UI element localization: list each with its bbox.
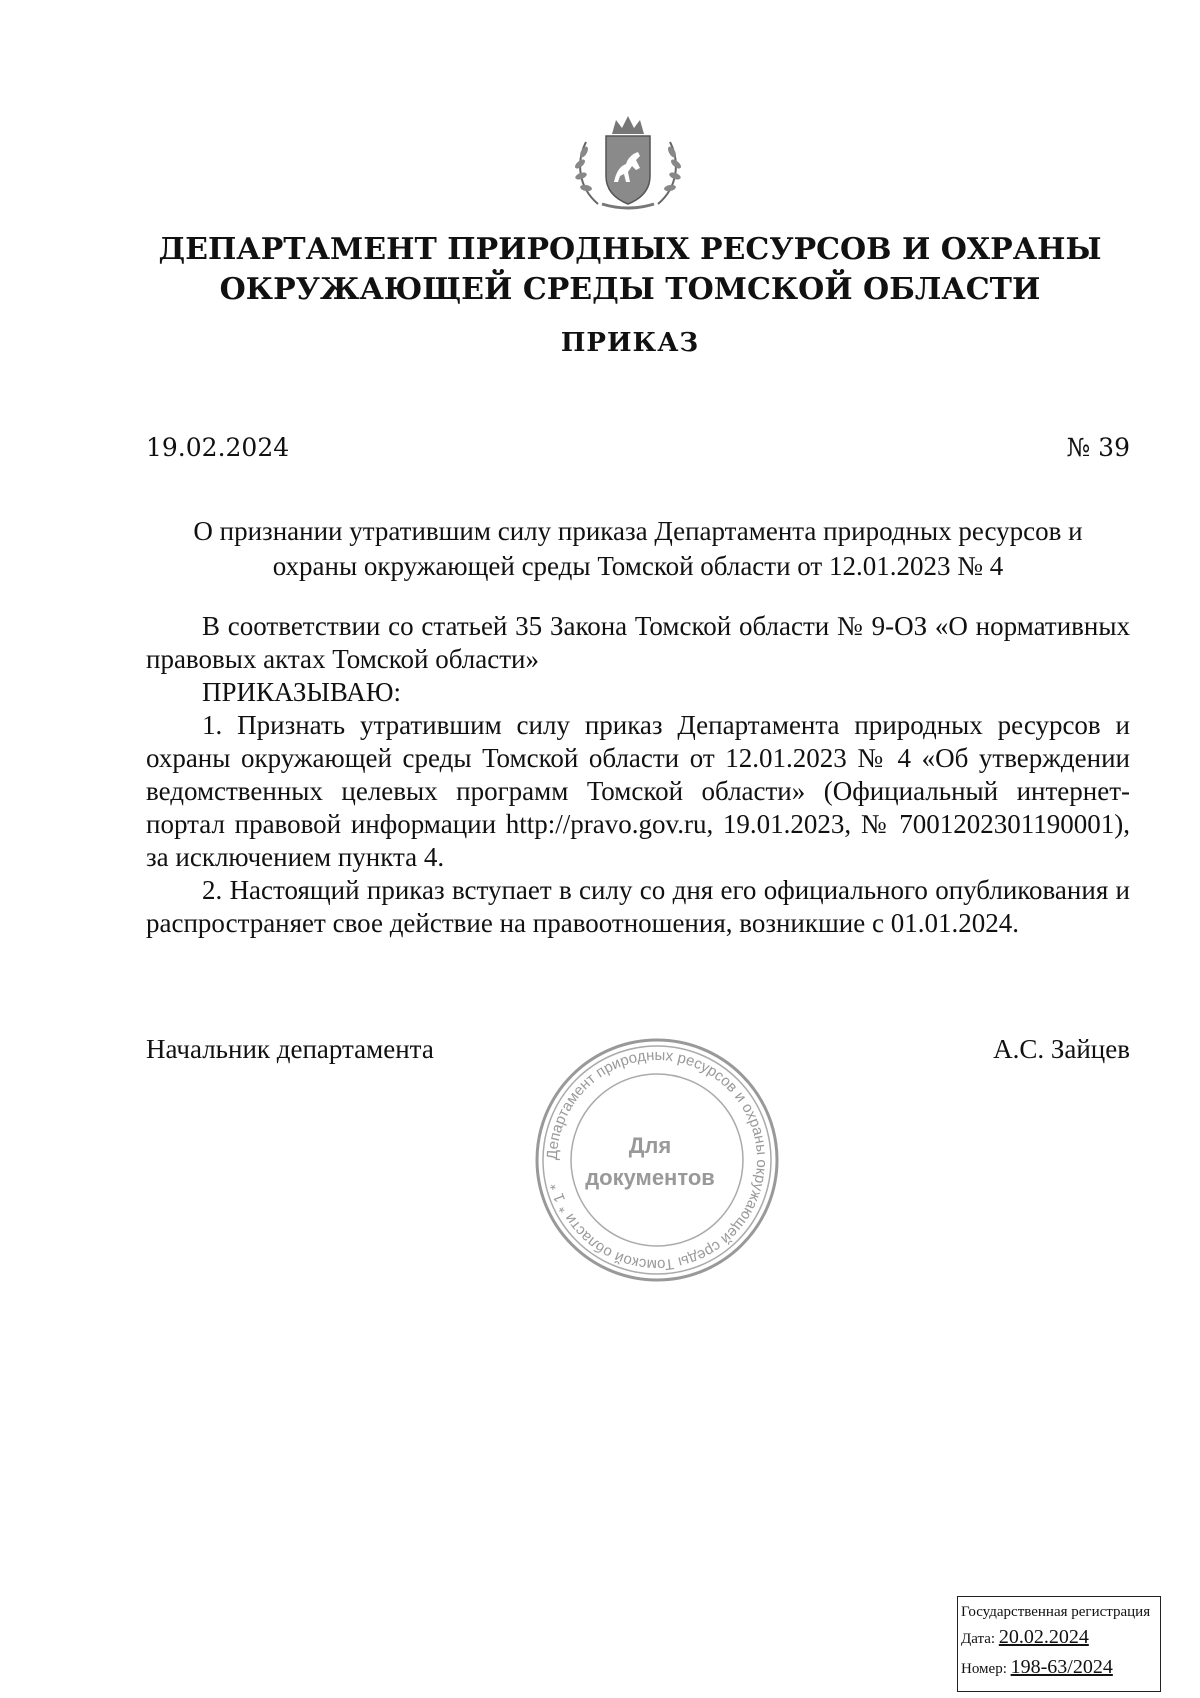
stamp-center-line2: документов — [585, 1165, 715, 1190]
department-title-line2: ОКРУЖАЮЩЕЙ СРЕДЫ ТОМСКОЙ ОБЛАСТИ — [219, 272, 1041, 307]
registration-date-row — [961, 1623, 1154, 1653]
registration-date-label: Дата: — [961, 1631, 996, 1647]
registration-number-row — [961, 1653, 1154, 1683]
preamble-paragraph: В соответствии со статьей 35 Закона Томской области № 9-ОЗ «О нормативных правовых актах Томской области» — [146, 611, 1130, 674]
signatory-name: А.С. Зайцев — [993, 1034, 1130, 1064]
stamp-ring-text: Департамент природных ресурсов и охраны окружающей среды Томской области * 1 * — [543, 1046, 771, 1274]
order-item-2: 2. Настоящий приказ вступает в силу со дня его официального опубликования и распространяет свое действие на правоотношения, возникшие с 01.01.2024. — [146, 875, 1130, 938]
department-title — [0, 230, 1200, 310]
registration-number-label: Номер: — [961, 1661, 1007, 1677]
order-number: № 39 — [1066, 433, 1130, 462]
order-date: 19.02.2024 — [146, 433, 290, 462]
registration-header: Государственная регистрация — [961, 1604, 1151, 1620]
registration-date-value: 20.02.2024 — [998, 1626, 1089, 1648]
registration-box — [957, 1596, 1161, 1692]
registration-number-value: 198-63/2024 — [1010, 1656, 1113, 1678]
official-stamp — [532, 1035, 782, 1285]
order-item-1: 1. Признать утратившим силу приказ Департамента природных ресурсов и охраны окружающей среды Томской области от 12.01.2023 № 4 «Об утверждении ведомственных целевых программ Томской области» (Официальный интернет-портал правовой информации http://pravo.gov.ru, 19.01.2023, № 7001202301190001), за исключением пункта 4. — [146, 710, 1130, 872]
subject-line2: охраны окружающей среды Томской области от 12.01.2023 № 4 — [272, 551, 1004, 581]
stamp-center-line1: Для — [628, 1133, 672, 1158]
order-body — [146, 610, 1130, 940]
signatory-position: Начальник департамента — [146, 1034, 434, 1064]
order-word: ПРИКАЗЫВАЮ: — [202, 677, 401, 707]
subject-line1: О признании утратившим силу приказа Департамента природных ресурсов и — [193, 516, 1083, 546]
order-subject — [146, 514, 1130, 584]
department-title-line1: ДЕПАРТАМЕНТ ПРИРОДНЫХ РЕСУРСОВ И ОХРАНЫ — [158, 232, 1102, 267]
document-type: ПРИКАЗ — [560, 328, 700, 358]
coat-of-arms-icon — [568, 112, 688, 214]
